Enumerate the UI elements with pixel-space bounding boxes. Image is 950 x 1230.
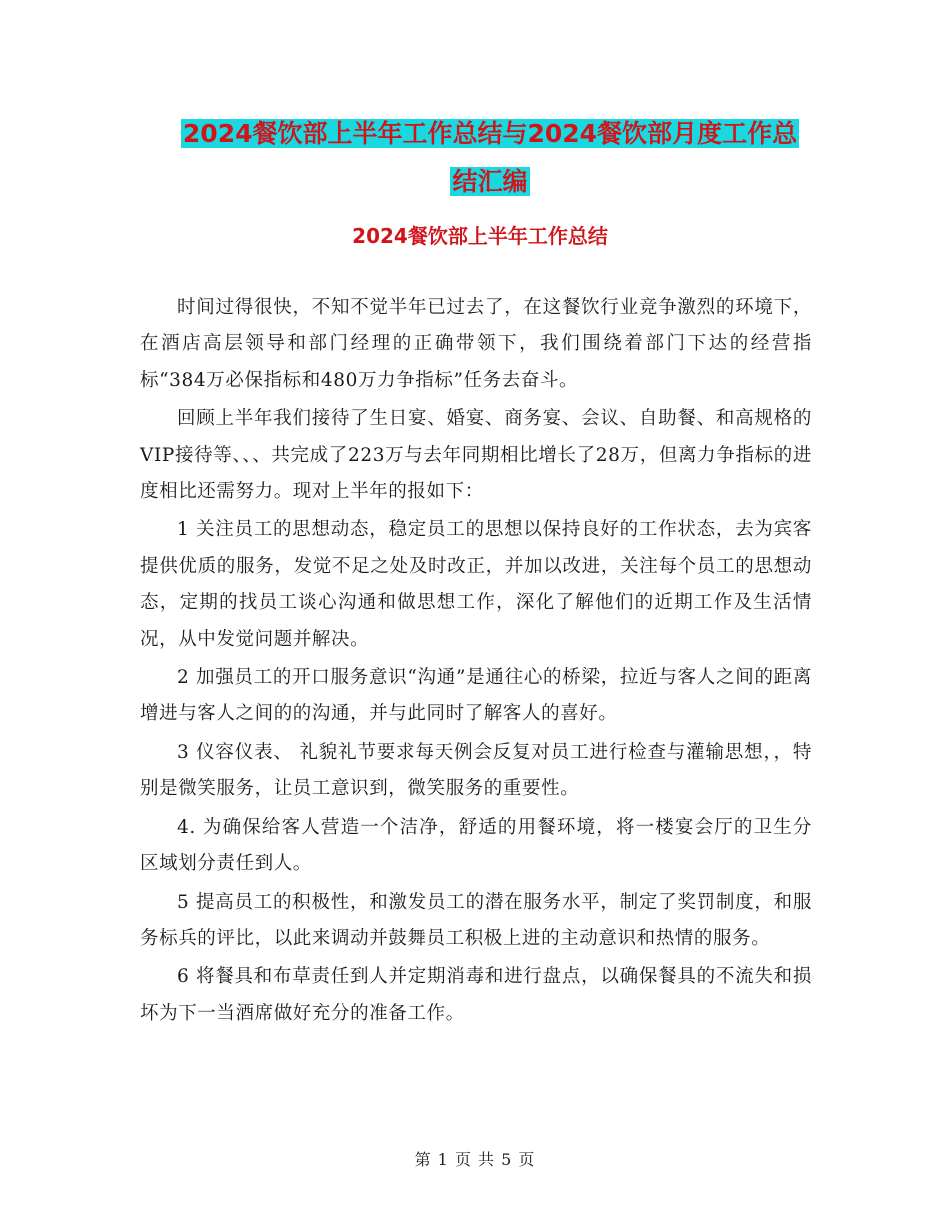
paragraph-item-1: 1 关注员工的思想动态，稳定员工的思想以保持良好的工作状态，去为宾客提供优质的服务，发觉不足之处及时改正，并加以改进，关注每个员工的思想动态，定期的找员工谈心沟通和做思想工作，深化了解他们的近期工作及生活情况，从中发觉问题并解决。 [140, 519, 812, 650]
paragraph-item-4: 4. 为确保给客人营造一个洁净，舒适的用餐环境，将一楼宴会厅的卫生分区域划分责任到人。 [140, 816, 812, 875]
document-body [140, 290, 812, 1034]
section-heading: 2024餐饮部上半年工作总结 [352, 224, 608, 248]
paragraph-item-3: 3 仪容仪表、 礼貌礼节要求每天例会反复对员工进行检查与灌输思想，，特别是微笑服务，让员工意识到，微笑服务的重要性。 [140, 741, 812, 800]
document-title [150, 110, 830, 206]
paragraph-review: 回顾上半年我们接待了生日宴、婚宴、商务宴、会议、自助餐、和高规格的VIP接待等、、、共完成了223万与去年同期相比增长了28万，但离力争指标的进度相比还需努力。现对上半年的报如下： [140, 408, 812, 503]
page-footer: 第 1 页 共 5 页 [414, 1150, 536, 1169]
paragraph-item-6: 6 将餐具和布草责任到人并定期消毒和进行盘点，以确保餐具的不流失和损坏为下一当酒席做好充分的准备工作。 [140, 966, 812, 1024]
paragraph-intro: 时间过得很快，不知不觉半年已过去了，在这餐饮行业竞争激烈的环境下，在酒店高层领导和部门经理的正确带领下，我们围绕着部门下达的经营指标“384万必保指标和480万力争指标”任务去奋斗。 [140, 297, 812, 391]
paragraph-item-5: 5 提高员工的积极性，和激发员工的潜在服务水平，制定了奖罚制度，和服务标兵的评比，以此来调动并鼓舞员工积极上进的主动意识和热情的服务。 [140, 891, 812, 949]
paragraph-item-2: 2 加强员工的开口服务意识“沟通”是通往心的桥梁，拉近与客人之间的距离增进与客人之间的的沟通，并与此同时了解客人的喜好。 [140, 667, 812, 725]
title-line-1: 2024餐饮部上半年工作总结与2024餐饮部月度工作总 [182, 119, 798, 148]
title-line-2: 结汇编 [452, 167, 528, 196]
